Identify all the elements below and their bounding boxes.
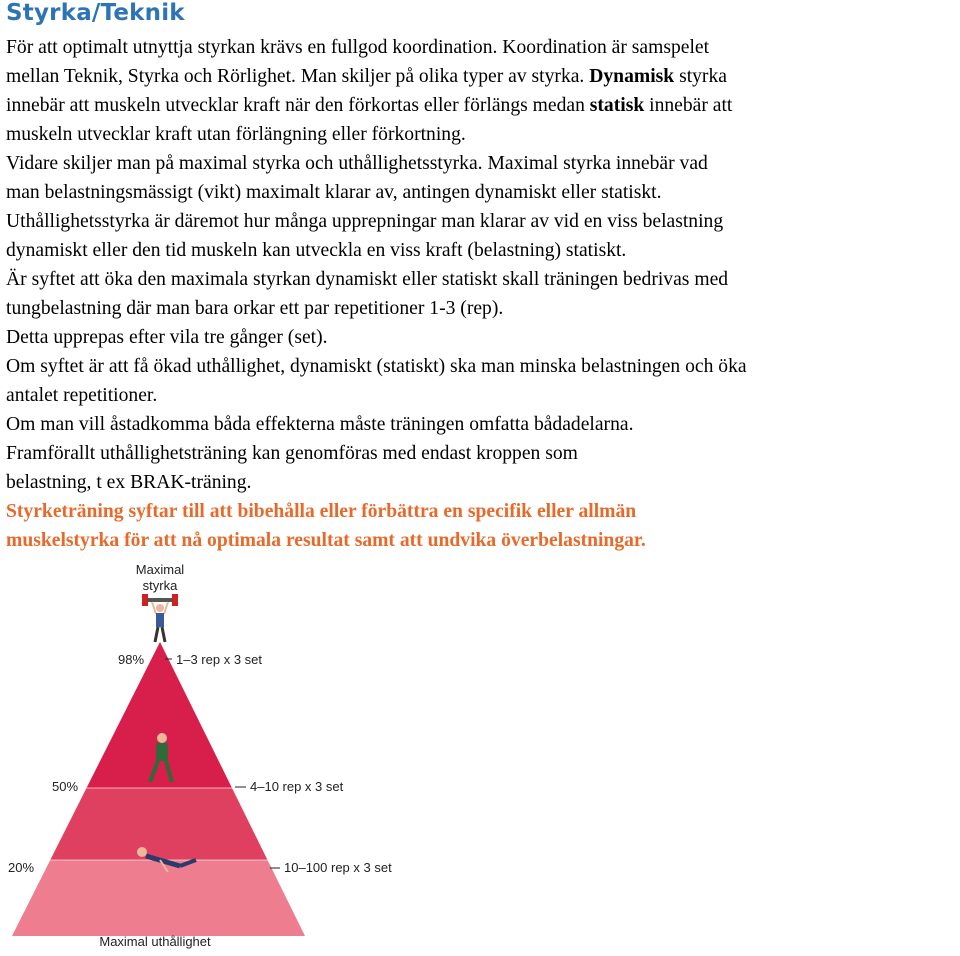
text-segment: Uthållighetsstyrka är däremot hur många upprepningar man klarar av vid en viss belastning [6,211,724,232]
pyramid-top-label-line1: Maximal [135,562,185,577]
text-segment: styrka [674,66,727,87]
text-segment: För att optimalt utnyttja styrkan krävs en fullgod koordination. Koordination är samspelet [6,37,710,58]
weightlifter-figure [142,594,178,642]
level-3-reps: 10–100 rep x 3 set [284,860,392,875]
text-line [6,381,956,410]
text-line [6,207,956,236]
pyramid-bottom-label: Maximal uthållighet [99,934,211,949]
text-segment: antalet repetitioner. [6,385,158,406]
strength-pyramid-illustration [0,556,420,956]
bold-term: statisk [589,95,645,116]
page-heading: Styrka/Teknik [6,0,185,26]
text-line [6,323,956,352]
text-segment: innebär att muskeln utvecklar kraft när den förkortas eller förlängs medan [6,95,590,116]
text-line [6,236,956,265]
pyramid-top-label-line2: styrka [142,578,178,593]
text-segment: innebär att [644,95,733,116]
text-segment: mellan Teknik, Styrka och Rörlighet. Man skiljer på olika typer av styrka. [6,66,590,87]
highlight-line: Styrketräning syftar till att bibehålla eller förbättra en specifik eller allmän [6,501,637,522]
text-line [6,352,956,381]
highlight-line: muskelstyrka för att nå optimala resultat samt att undvika överbelastningar. [6,530,646,551]
text-line [6,62,956,91]
text-segment: Detta upprepas efter vila tre gånger (set). [6,327,328,348]
text-segment: Vidare skiljer man på maximal styrka och uthållighetsstyrka. Maximal styrka innebär vad [6,153,708,174]
text-segment: Om syftet är att få ökad uthållighet, dynamiskt (statiskt) ska man minska belastningen och öka [6,356,747,377]
text-line [6,91,956,120]
level-1-reps: 1–3 rep x 3 set [176,652,262,667]
text-line [6,33,956,62]
level-1-percent: 98% [118,652,145,667]
text-segment: dynamiskt eller den tid muskeln kan utveckla en viss kraft (belastning) statiskt. [6,240,627,261]
body-text [6,33,956,555]
text-line [6,294,956,323]
text-line [6,410,956,439]
text-line [6,468,956,497]
level-2-percent: 50% [52,779,79,794]
level-3-percent: 20% [8,860,35,875]
bold-term: Dynamisk [589,66,675,87]
text-segment: belastning, t ex BRAK-träning. [6,472,252,493]
text-segment: Om man vill åstadkomma båda effekterna måste träningen omfatta bådadelarna. [6,414,634,435]
text-segment: muskeln utvecklar kraft utan förlängning eller förkortning. [6,124,466,145]
text-segment: Framförallt uthållighetsträning kan genomföras med endast kroppen som [6,443,578,464]
pyramid-band-middle [0,788,420,860]
text-segment: tungbelastning där man bara orkar ett par repetitioner 1-3 (rep). [6,298,504,319]
text-line [6,149,956,178]
text-line [6,120,956,149]
text-line [6,439,956,468]
text-line [6,178,956,207]
level-2-reps: 4–10 rep x 3 set [250,779,344,794]
text-segment: man belastningsmässigt (vikt) maximalt klarar av, antingen dynamiskt eller statiskt. [6,182,662,203]
text-segment: Är syftet att öka den maximala styrkan dynamiskt eller statiskt skall träningen bedrivas med [6,269,729,290]
text-line [6,265,956,294]
